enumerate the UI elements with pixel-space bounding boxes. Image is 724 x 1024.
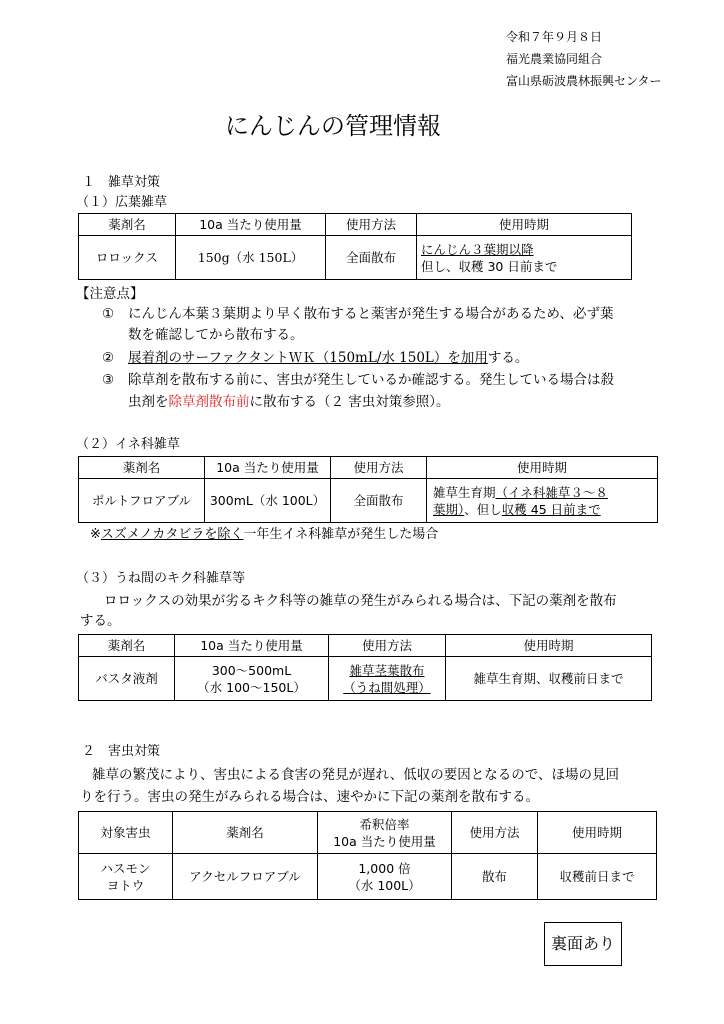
grass-note-rest: 一年生イネ科雑草が発生した場合 (243, 527, 439, 542)
col-header-chem: 薬剤名 (173, 812, 318, 854)
pest-para-line-1: 雑草の繁茂により、害虫による食害の発見が遅れ、低収の要因となるので、ほ場の見回 (92, 767, 620, 783)
furrow-heading: （３）うね間のキク科雑草等 (76, 571, 246, 586)
method-cell: 散布 (452, 854, 538, 900)
timing-line-2: 但し、収穫 30 日前まで (421, 258, 558, 274)
section-pest-heading: ２ 害虫対策 (82, 744, 161, 759)
target-line-1: ハスモン (100, 860, 151, 876)
timing-line-1: にんじん３葉期以降 (421, 241, 534, 257)
target-line-2: ヨトウ (106, 877, 145, 893)
rate-header-line-1: 希釈倍率 (359, 816, 410, 832)
method-line-2: （うね間処理） (343, 679, 431, 695)
timing-cell (427, 479, 658, 523)
note-2-rest: する。 (487, 350, 529, 366)
furrow-table (78, 634, 652, 701)
back-side-notice: 裏面あり (544, 922, 622, 966)
timing-1b: （イネ科雑草３～８ (495, 484, 608, 500)
chem-cell: アクセルフロアブル (173, 854, 318, 900)
col-header-chem: 薬剤名 (79, 457, 205, 479)
grass-note-mark: ※ (90, 527, 101, 542)
chem-cell: バスタ液剤 (79, 657, 175, 701)
timing-2b: 、但し (464, 501, 502, 517)
note-2-number: ② (102, 350, 115, 366)
note-3-number: ③ (102, 372, 115, 388)
pest-table (78, 811, 657, 900)
amount-cell (175, 657, 329, 701)
rate-header-line-2: 10a 当たり使用量 (333, 833, 436, 849)
note-1-number: ① (102, 306, 115, 322)
target-cell (79, 854, 173, 900)
rate-line-1: 1,000 倍 (358, 860, 411, 876)
issuer-center: 富山県砺波農林振興センター (506, 74, 662, 88)
broadleaf-heading: （１）広葉雑草 (76, 195, 168, 210)
col-header-method: 使用方法 (326, 214, 417, 236)
rate-line-2: （水 100L） (348, 877, 421, 893)
timing-cell: 雑草生育期、収穫前日まで (446, 657, 652, 701)
col-header-timing: 使用時期 (427, 457, 658, 479)
amount-cell: 150g（水 150L） (176, 236, 326, 280)
note-1-line-2: 数を確認してから散布する。 (128, 327, 304, 343)
col-header-timing: 使用時期 (538, 812, 657, 854)
page-title: にんじんの管理情報 (225, 112, 441, 140)
pest-para-line-2: りを行う。害虫の発生がみられる場合は、速やかに下記の薬剤を散布する。 (80, 789, 539, 805)
amount-line-2: （水 100～150L） (197, 679, 306, 695)
section-weed-heading: １ 雑草対策 (82, 175, 161, 190)
note-2-underlined: 展着剤のサーファクタントＷＫ（150mL/水 150L）を加用 (128, 350, 488, 366)
timing-2c: 収穫 45 日前まで (501, 501, 601, 517)
chem-cell: ロロックス (79, 236, 176, 280)
timing-cell (417, 236, 632, 280)
amount-cell: 300mL（水 100L） (205, 479, 331, 523)
col-header-chem: 薬剤名 (79, 635, 175, 657)
note-3-post: に散布する（２ 害虫対策参照）。 (249, 394, 450, 410)
timing-1a: 雑草生育期 (433, 484, 496, 500)
timing-2a: 葉期） (433, 501, 465, 517)
grass-note (90, 527, 438, 543)
method-cell: 全面散布 (326, 236, 417, 280)
col-header-chem: 薬剤名 (79, 214, 176, 236)
grass-note-underlined: スズメノカタビラを除く (100, 527, 244, 542)
grass-table (78, 456, 658, 523)
furrow-para-line-1: ロロックスの効果が劣るキク科等の雑草の発生がみられる場合は、下記の薬剤を散布 (104, 593, 617, 609)
timing-cell: 収穫前日まで (538, 854, 657, 900)
col-header-method: 使用方法 (329, 635, 446, 657)
rate-cell (318, 854, 452, 900)
method-cell: 全面散布 (331, 479, 427, 523)
broadleaf-table (78, 213, 632, 280)
issue-date: 令和７年９月８日 (506, 30, 603, 44)
timing-line-2 (433, 501, 657, 518)
chem-cell: ポルトフロアブル (79, 479, 205, 523)
grass-heading: （２）イネ科雑草 (76, 437, 180, 452)
amount-line-1: 300～500mL (211, 662, 292, 678)
col-header-amount: 10a 当たり使用量 (175, 635, 329, 657)
col-header-amount: 10a 当たり使用量 (205, 457, 331, 479)
note-3-red: 除草剤散布前 (168, 394, 250, 410)
col-header-timing: 使用時期 (417, 214, 632, 236)
col-header-method: 使用方法 (331, 457, 427, 479)
method-line-1: 雑草茎葉散布 (349, 662, 425, 678)
note-1-line-1: にんじん本葉３葉期より早く散布すると薬害が発生する場合があるため、必ず葉 (128, 306, 614, 322)
col-header-target: 対象害虫 (79, 812, 173, 854)
furrow-para-line-2: する。 (80, 613, 121, 629)
issuer-jacoop: 福光農業協同組合 (506, 52, 603, 66)
col-header-method: 使用方法 (452, 812, 538, 854)
timing-line-1 (433, 484, 657, 501)
note-3-pre: 虫剤を (128, 394, 169, 410)
note-3-line-1: 除草剤を散布する前に、害虫が発生しているか確認する。発生している場合は殺 (128, 372, 614, 388)
note-2 (128, 349, 528, 367)
col-header-rate (318, 812, 452, 854)
col-header-amount: 10a 当たり使用量 (176, 214, 326, 236)
col-header-timing: 使用時期 (446, 635, 652, 657)
method-cell (329, 657, 446, 701)
notes-heading: 【注意点】 (76, 286, 144, 302)
note-3-line-2 (128, 393, 450, 411)
